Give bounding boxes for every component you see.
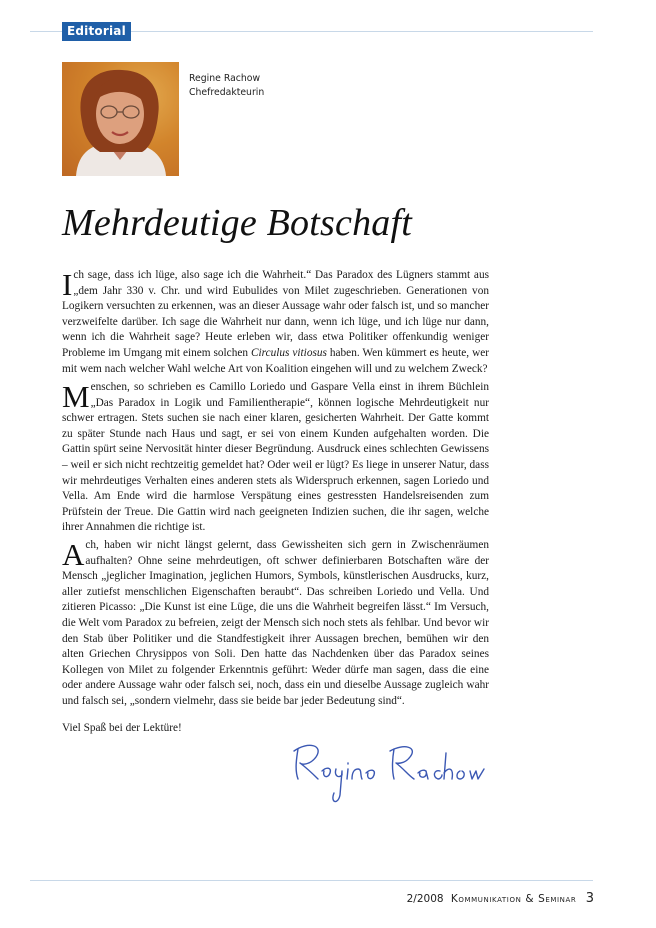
- author-info: [189, 72, 264, 100]
- issue-number: 2/2008: [406, 893, 444, 905]
- page-number: 3: [585, 891, 594, 906]
- author-photo: [62, 62, 179, 176]
- page-footer: [407, 891, 594, 906]
- paragraph-italic: Circulus vitiosus: [250, 346, 327, 359]
- footer-rule: [30, 880, 593, 881]
- article-title: Mehrdeutige Botschaft: [62, 202, 412, 244]
- author-role: Chefredakteurin: [189, 87, 265, 98]
- author-name: Regine Rachow: [189, 73, 261, 84]
- magazine-name: Kommunikation & Seminar: [450, 893, 577, 905]
- signature: [290, 735, 500, 815]
- paragraph-1: [62, 268, 489, 377]
- dropcap: M: [62, 379, 90, 414]
- dropcap: I: [62, 267, 73, 302]
- signoff: Viel Spaß bei der Lektüre!: [62, 722, 182, 734]
- paragraph-text: ch sage, dass ich lüge, also sage ich die Wahrheit.“ Das Paradox des Lügners stammt aus „dem Jahr 330 v. Chr. und wird Eubulides von Milet zugeschrieben. Generationen von Logikern versuchten zu erkennen, was an dieser Aussage wahr oder falsch ist, und so mancher verzweifelte darüber. Ich sage die Wahrheit nur dann, wenn ich lüge, und ich lüge nur dann, wenn ich die Wahrheit sage? Heute erleben wir, dass etwa Politiker offenkundig weniger Probleme im Umgang mit einem solchen: [62, 269, 489, 359]
- paragraph-tail: haben. Wen kümmert es heute, wer mit wem nach welcher Wahl welche Art von Koalition eingehen will und zu welchem Zweck?: [62, 346, 489, 375]
- dropcap: A: [62, 537, 85, 572]
- paragraph-3: [62, 538, 489, 710]
- paragraph-text: enschen, so schrieben es Camillo Loriedo und Gaspare Vella einst in ihrem Büchlein „Das Paradox in Logik und Familientherapie“, können logische Mehrdeutigkeit nur schwer ertragen. Stets suchen sie nach einer klaren, gesicherten Wahrheit. Der Gatte kommt zu später Stunde nach Haus und sagt, er sei von einem Kunden aufgehalten worden. Die Gattin spürt seine Nervosität hinter dieser Begründung. Ausdruck eines schlechten Gewissens – weil er sich nicht rechtzeitig gemeldet hat? Oder weil er lügt? Es liege in unserer Natur, dass wir mehrdeutiges Verhalten eines anderen stets als Widerspruch erkennen, sagen Loriedo und Vella. Am Ende wird die harmlose Verspätung eines gestressten Handelsreisenden zum Prüfstein der Treue. Die Gattin wird nach geeigneten Indizien suchen, die ihr sagen, welche ihrer Annahmen die richtige ist.: [62, 381, 489, 534]
- paragraph-2: [62, 380, 489, 536]
- section-tag: Editorial: [62, 22, 131, 41]
- paragraph-text: ch, haben wir nicht längst gelernt, dass Gewissheiten sich gern in Zwischenräumen aufhalten? Ohne seine mehrdeutigen, oft schwer definierbaren Botschaften wäre der Mensch „jeglicher Imagination, jeglichen Humors, Symbols, künstlerischen Ausdrucks, kurz, aller zutiefst menschlichen Eigenschaften beraubt“. Das schreiben Loriedo und Vella. Und zitieren Picasso: „Die Kunst ist eine Lüge, die uns die Wahrheit begreifen lässt.“ Im Versuch, die Welt vom Paradox zu befreien, zeigt der Mensch sich noch stets als fehlbar. Und bevor wir den Stab über Politiker und die Standfestigkeit ihrer Aussagen brechen, bemühen wir den alten Griechen Chrysippos von Soli. Den hatte das Nachdenken über das Paradox seines Kollegen von Milet zu folgender Erkenntnis geführt: Weder dürfe man sagen, dass die eine oder andere Aussage wahr oder falsch sei, noch, dass ein und dieselbe Aussage zugleich wahr und falsch sei, „sondern vielmehr, dass sie beide bar jeder Bedeutung sind“.: [62, 539, 489, 707]
